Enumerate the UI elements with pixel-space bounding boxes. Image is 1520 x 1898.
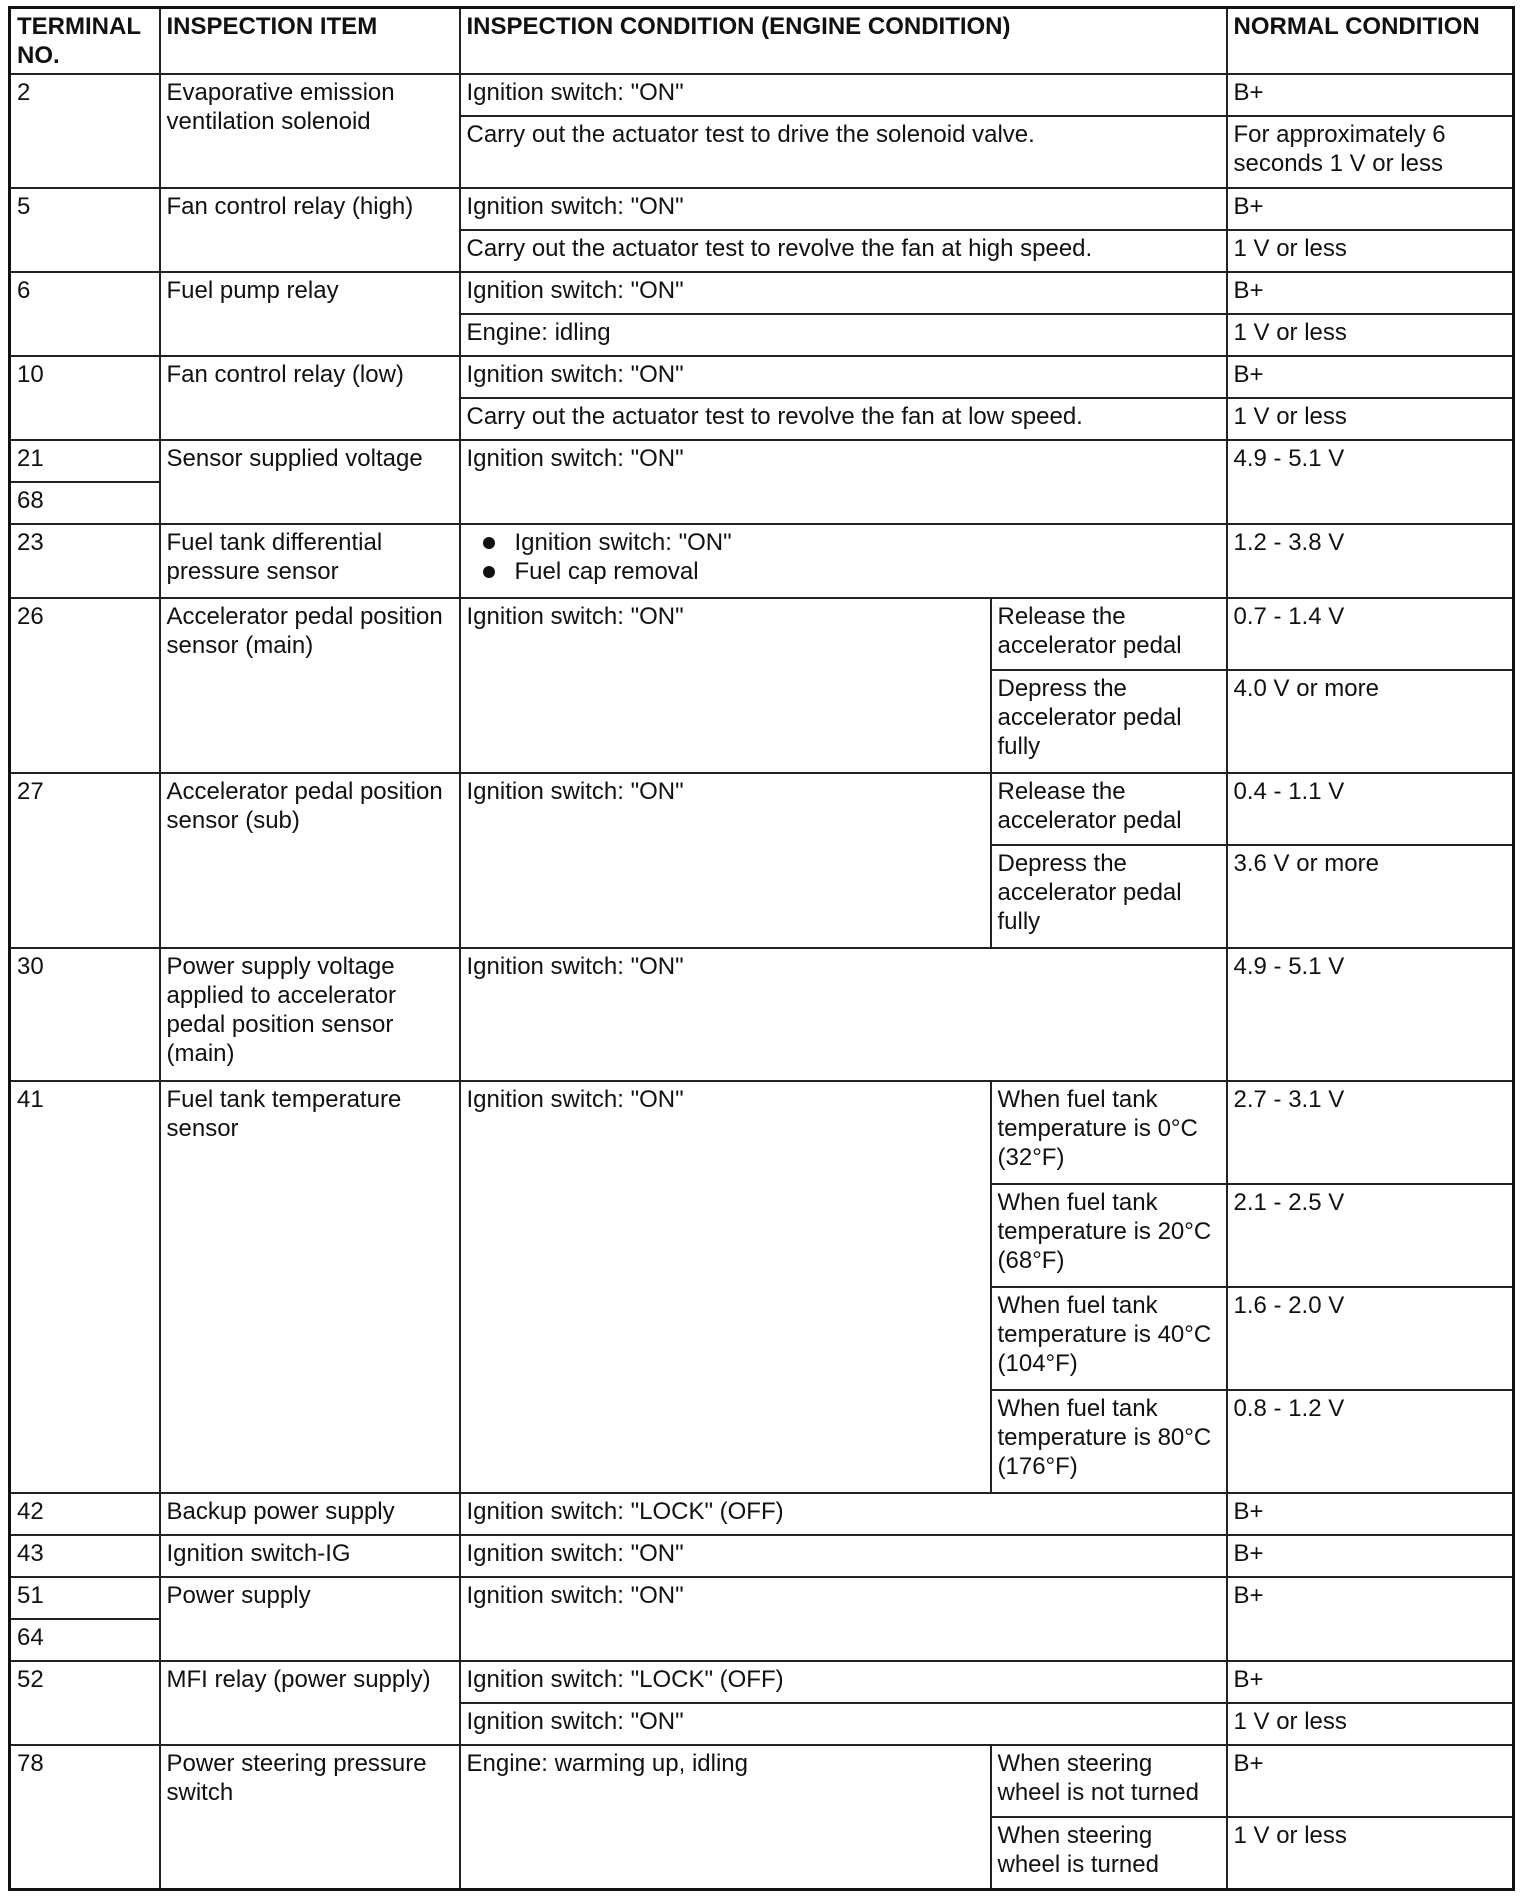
normal-condition: B+ bbox=[1227, 356, 1514, 398]
normal-condition: 0.8 - 1.2 V bbox=[1227, 1390, 1514, 1493]
terminal-no: 78 bbox=[10, 1745, 160, 1889]
sub-condition: When steering wheel is turned bbox=[991, 1817, 1227, 1889]
normal-condition: 1 V or less bbox=[1227, 1817, 1514, 1889]
table-row bbox=[10, 1745, 1514, 1817]
normal-condition: 1 V or less bbox=[1227, 230, 1514, 272]
inspection-condition: Ignition switch: "ON" bbox=[460, 773, 991, 948]
normal-condition: B+ bbox=[1227, 1577, 1514, 1661]
condition-bullet-list bbox=[467, 528, 1220, 586]
inspection-item: Fan control relay (high) bbox=[160, 188, 460, 272]
inspection-item: Fuel pump relay bbox=[160, 272, 460, 356]
inspection-condition: Ignition switch: "ON" bbox=[460, 272, 1227, 314]
condition-bullet: Fuel cap removal bbox=[483, 557, 1220, 586]
inspection-condition: Ignition switch: "ON" bbox=[460, 1703, 1227, 1745]
inspection-condition: Ignition switch: "LOCK" (OFF) bbox=[460, 1661, 1227, 1703]
table-row bbox=[10, 356, 1514, 398]
inspection-item: MFI relay (power supply) bbox=[160, 1661, 460, 1745]
inspection-condition: Ignition switch: "ON" bbox=[460, 74, 1227, 116]
sub-condition: Depress the accelerator pedal fully bbox=[991, 670, 1227, 773]
inspection-table-sheet bbox=[8, 6, 1512, 1891]
terminal-no: 51 bbox=[10, 1577, 160, 1619]
normal-condition: B+ bbox=[1227, 74, 1514, 116]
inspection-condition: Engine: idling bbox=[460, 314, 1227, 356]
inspection-condition: Ignition switch: "ON" bbox=[460, 188, 1227, 230]
inspection-condition: Ignition switch: "ON" bbox=[460, 1535, 1227, 1577]
sub-condition: Release the accelerator pedal bbox=[991, 598, 1227, 670]
inspection-item: Evaporative emission ventilation solenoid bbox=[160, 74, 460, 188]
inspection-condition: Ignition switch: "ON" bbox=[460, 440, 1227, 524]
table-row bbox=[10, 1661, 1514, 1703]
normal-condition: 1.2 - 3.8 V bbox=[1227, 524, 1514, 598]
table-row bbox=[10, 1081, 1514, 1184]
table-row bbox=[10, 188, 1514, 230]
inspection-item: Power supply voltage applied to accelerator pedal position sensor (main) bbox=[160, 948, 460, 1081]
normal-condition: B+ bbox=[1227, 1745, 1514, 1817]
inspection-condition: Ignition switch: "LOCK" (OFF) bbox=[460, 1493, 1227, 1535]
inspection-item: Ignition switch-IG bbox=[160, 1535, 460, 1577]
terminal-no: 27 bbox=[10, 773, 160, 948]
header-inspection-item: INSPECTION ITEM bbox=[160, 8, 460, 75]
table-row bbox=[10, 440, 1514, 482]
inspection-condition: Ignition switch: "ON" bbox=[460, 1577, 1227, 1661]
normal-condition: B+ bbox=[1227, 188, 1514, 230]
inspection-item: Fan control relay (low) bbox=[160, 356, 460, 440]
normal-condition: 1 V or less bbox=[1227, 398, 1514, 440]
table-row bbox=[10, 74, 1514, 116]
normal-condition: 2.7 - 3.1 V bbox=[1227, 1081, 1514, 1184]
inspection-item: Fuel tank differential pressure sensor bbox=[160, 524, 460, 598]
inspection-condition: Engine: warming up, idling bbox=[460, 1745, 991, 1889]
inspection-item: Sensor supplied voltage bbox=[160, 440, 460, 524]
terminal-no: 21 bbox=[10, 440, 160, 482]
table-row bbox=[10, 524, 1514, 598]
terminal-no: 64 bbox=[10, 1619, 160, 1661]
table-row bbox=[10, 948, 1514, 1081]
terminal-no: 6 bbox=[10, 272, 160, 356]
inspection-item: Accelerator pedal position sensor (sub) bbox=[160, 773, 460, 948]
table-row bbox=[10, 272, 1514, 314]
sub-condition: When steering wheel is not turned bbox=[991, 1745, 1227, 1817]
sub-condition: Depress the accelerator pedal fully bbox=[991, 845, 1227, 948]
terminal-no: 30 bbox=[10, 948, 160, 1081]
condition-bullet: Ignition switch: "ON" bbox=[483, 528, 1220, 557]
normal-condition: 0.4 - 1.1 V bbox=[1227, 773, 1514, 845]
sub-condition: When fuel tank temperature is 20°C (68°F) bbox=[991, 1184, 1227, 1287]
inspection-table bbox=[8, 6, 1515, 1891]
normal-condition: 1 V or less bbox=[1227, 1703, 1514, 1745]
inspection-item: Power supply bbox=[160, 1577, 460, 1661]
inspection-condition: Carry out the actuator test to revolve the fan at high speed. bbox=[460, 230, 1227, 272]
header-normal-condition: NORMAL CONDITION bbox=[1227, 8, 1514, 75]
table-row bbox=[10, 1493, 1514, 1535]
normal-condition: 4.9 - 5.1 V bbox=[1227, 440, 1514, 524]
terminal-no: 23 bbox=[10, 524, 160, 598]
terminal-no: 42 bbox=[10, 1493, 160, 1535]
table-row bbox=[10, 1577, 1514, 1619]
normal-condition: 4.0 V or more bbox=[1227, 670, 1514, 773]
normal-condition: B+ bbox=[1227, 272, 1514, 314]
terminal-no: 41 bbox=[10, 1081, 160, 1493]
inspection-condition: Ignition switch: "ON" bbox=[460, 948, 1227, 1081]
terminal-no: 52 bbox=[10, 1661, 160, 1745]
inspection-condition: Carry out the actuator test to revolve the fan at low speed. bbox=[460, 398, 1227, 440]
sub-condition: When fuel tank temperature is 0°C (32°F) bbox=[991, 1081, 1227, 1184]
sub-condition: When fuel tank temperature is 80°C (176°F) bbox=[991, 1390, 1227, 1493]
normal-condition: B+ bbox=[1227, 1661, 1514, 1703]
inspection-item: Fuel tank temperature sensor bbox=[160, 1081, 460, 1493]
terminal-no: 26 bbox=[10, 598, 160, 773]
header-inspection-condition: INSPECTION CONDITION (ENGINE CONDITION) bbox=[460, 8, 1227, 75]
terminal-no: 10 bbox=[10, 356, 160, 440]
header-terminal-no: TERMINAL NO. bbox=[10, 8, 160, 75]
terminal-no: 2 bbox=[10, 74, 160, 188]
terminal-no: 43 bbox=[10, 1535, 160, 1577]
normal-condition: 2.1 - 2.5 V bbox=[1227, 1184, 1514, 1287]
normal-condition: For approximately 6 seconds 1 V or less bbox=[1227, 116, 1514, 188]
normal-condition: 0.7 - 1.4 V bbox=[1227, 598, 1514, 670]
header-row bbox=[10, 8, 1514, 75]
normal-condition: 3.6 V or more bbox=[1227, 845, 1514, 948]
normal-condition: B+ bbox=[1227, 1493, 1514, 1535]
inspection-item: Backup power supply bbox=[160, 1493, 460, 1535]
inspection-condition: Ignition switch: "ON" bbox=[460, 356, 1227, 398]
terminal-no: 5 bbox=[10, 188, 160, 272]
table-row bbox=[10, 598, 1514, 670]
normal-condition: B+ bbox=[1227, 1535, 1514, 1577]
inspection-item: Accelerator pedal position sensor (main) bbox=[160, 598, 460, 773]
inspection-condition: Carry out the actuator test to drive the solenoid valve. bbox=[460, 116, 1227, 188]
sub-condition: Release the accelerator pedal bbox=[991, 773, 1227, 845]
table-row bbox=[10, 1535, 1514, 1577]
inspection-item: Power steering pressure switch bbox=[160, 1745, 460, 1889]
normal-condition: 1.6 - 2.0 V bbox=[1227, 1287, 1514, 1390]
inspection-condition bbox=[460, 524, 1227, 598]
terminal-no: 68 bbox=[10, 482, 160, 524]
inspection-condition: Ignition switch: "ON" bbox=[460, 598, 991, 773]
sub-condition: When fuel tank temperature is 40°C (104°F) bbox=[991, 1287, 1227, 1390]
inspection-condition: Ignition switch: "ON" bbox=[460, 1081, 991, 1493]
normal-condition: 4.9 - 5.1 V bbox=[1227, 948, 1514, 1081]
normal-condition: 1 V or less bbox=[1227, 314, 1514, 356]
table-row bbox=[10, 773, 1514, 845]
